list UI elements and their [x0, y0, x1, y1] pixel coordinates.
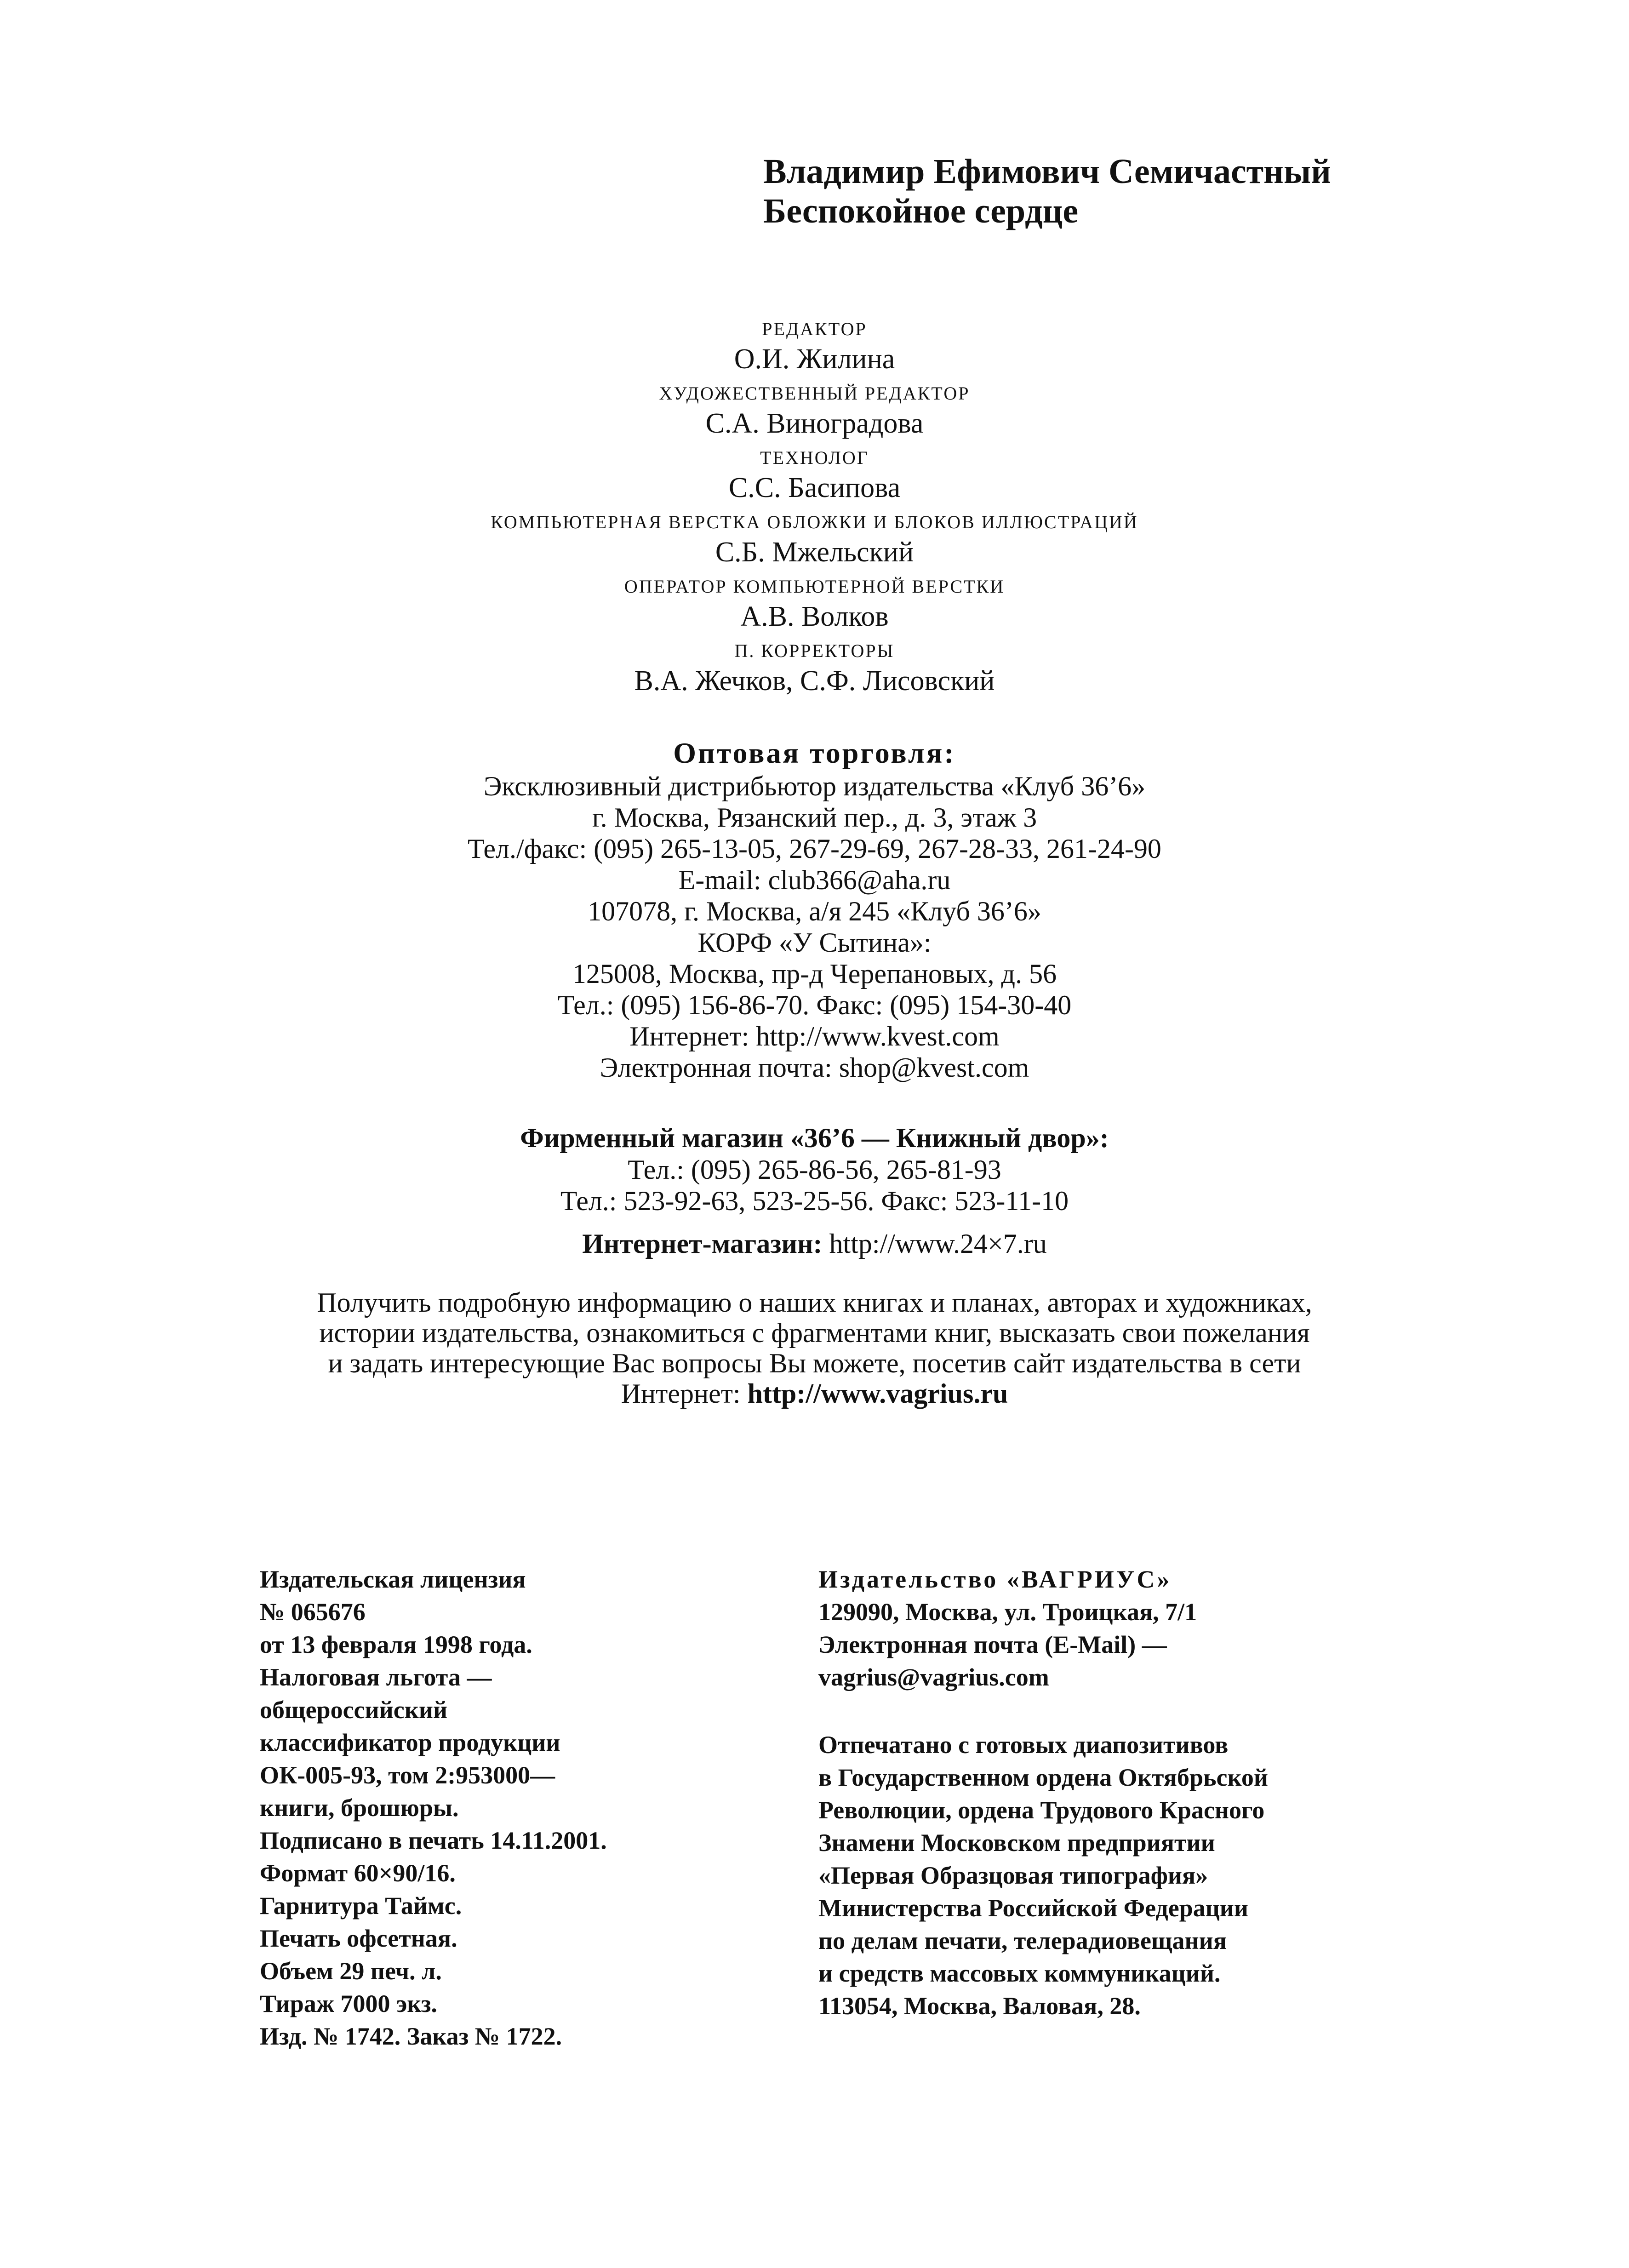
info-line: Получить подробную информацию о наших книгах и планах, авторах и художниках, — [317, 1287, 1312, 1318]
credits-block — [0, 313, 1629, 699]
info-line-last — [0, 1378, 1629, 1409]
wholesale-line: г. Москва, Рязанский пер., д. 3, этаж 3 — [592, 802, 1037, 833]
credit-name: С.Б. Мжельский — [715, 537, 914, 568]
wholesale-line: КОРФ «У Сытина»: — [697, 927, 932, 958]
publisher-address: 129090, Москва, ул. Троицкая, 7/1 — [818, 1598, 1197, 1626]
colophon-left — [260, 1563, 607, 2053]
store-heading: Фирменный магазин «36’6 — Книжный двор»: — [520, 1123, 1109, 1153]
credit-name: А.В. Волков — [740, 601, 889, 632]
wholesale-heading: Оптовая торговля: — [673, 737, 956, 769]
printer-line: по делам печати, телерадиовещания — [818, 1927, 1227, 1954]
wholesale-block — [0, 736, 1629, 1083]
credit-role: ТЕХНОЛОГ — [760, 447, 869, 468]
spacer — [818, 1694, 1268, 1729]
store-block — [0, 1122, 1629, 1217]
colophon-line: Объем 29 печ. л. — [260, 1957, 442, 1985]
colophon-line: Подписано в печать 14.11.2001. — [260, 1827, 607, 1854]
site-url: http://www.vagrius.ru — [747, 1378, 1008, 1409]
publisher-email: vagrius@vagrius.com — [818, 1663, 1049, 1691]
wholesale-line: Электронная почта: shop@kvest.com — [600, 1052, 1029, 1083]
online-store-line — [0, 1228, 1629, 1260]
colophon-line: Издательская лицензия — [260, 1565, 526, 1593]
credit-role: ОПЕРАТОР КОМПЬЮТЕРНОЙ ВЕРСТКИ — [624, 576, 1005, 597]
colophon-line: Изд. № 1742. Заказ № 1722. — [260, 2022, 562, 2050]
credit-role: КОМПЬЮТЕРНАЯ ВЕРСТКА ОБЛОЖКИ И БЛОКОВ ИЛЛЮСТРАЦИЙ — [491, 512, 1138, 532]
wholesale-line: Интернет: http://www.kvest.com — [629, 1021, 1000, 1051]
wholesale-line: 125008, Москва, пр-д Черепановых, д. 56 — [572, 959, 1057, 989]
colophon-line: Тираж 7000 экз. — [260, 1990, 437, 2017]
info-line: истории издательства, ознакомиться с фрагментами книг, высказать свои пожелания — [319, 1318, 1310, 1348]
printer-line: в Государственном ордена Октябрьской — [818, 1764, 1269, 1791]
info-prefix: Интернет: — [621, 1378, 748, 1409]
printer-line: и средств массовых коммуникаций. — [818, 1960, 1221, 1987]
colophon-line: Гарнитура Таймс. — [260, 1892, 462, 1920]
colophon-line: Формат 60×90/16. — [260, 1859, 456, 1887]
book-title: Беспокойное сердце — [763, 192, 1079, 230]
credit-role: РЕДАКТОР — [762, 319, 867, 339]
book-header — [763, 152, 1331, 231]
store-line: Тел.: 523-92-63, 523-25-56. Факс: 523-11-10 — [560, 1186, 1069, 1216]
printer-line: «Первая Образцовая типография» — [818, 1862, 1208, 1889]
credit-name: С.С. Басипова — [728, 472, 901, 503]
publisher-name: Издательство «ВАГРИУС» — [818, 1565, 1172, 1593]
printer-line: Знамени Московском предприятии — [818, 1829, 1215, 1857]
wholesale-line: E-mail: club366@aha.ru — [678, 865, 951, 895]
printer-line: 113054, Москва, Валовая, 28. — [818, 1992, 1141, 2020]
online-store-label: Интернет-магазин: — [582, 1228, 823, 1259]
colophon-line: классификатор продукции — [260, 1729, 560, 1756]
credit-name: С.А. Виноградова — [705, 408, 924, 439]
info-paragraph — [0, 1287, 1629, 1409]
printer-line: Отпечатано с готовых диапозитивов — [818, 1731, 1229, 1759]
publisher-address: Электронная почта (E-Mail) — — [818, 1631, 1167, 1658]
printer-block — [818, 1729, 1268, 2022]
colophon-line: книги, брошюры. — [260, 1794, 459, 1822]
book-author: Владимир Ефимович Семичастный — [763, 152, 1331, 191]
wholesale-line: Тел./факс: (095) 265-13-05, 267-29-69, 267-28-33, 261-24-90 — [468, 834, 1161, 864]
credit-role: ХУДОЖЕСТВЕННЫЙ РЕДАКТОР — [659, 383, 970, 404]
colophon-line: общероссийский — [260, 1696, 448, 1724]
store-line: Тел.: (095) 265-86-56, 265-81-93 — [628, 1154, 1001, 1185]
colophon-line: от 13 февраля 1998 года. — [260, 1631, 532, 1658]
wholesale-line: Тел.: (095) 156-86-70. Факс: (095) 154-30-40 — [557, 990, 1072, 1020]
colophon-line: Налоговая льгота — — [260, 1663, 492, 1691]
credit-name: О.И. Жилина — [734, 343, 895, 375]
colophon-line: Печать офсетная. — [260, 1925, 457, 1952]
wholesale-line: Эксклюзивный дистрибьютор издательства «Клуб 36’6» — [483, 771, 1146, 801]
colophon-line: № 065676 — [260, 1598, 366, 1626]
printer-line: Революции, ордена Трудового Красного — [818, 1796, 1265, 1824]
wholesale-line: 107078, г. Москва, а/я 245 «Клуб 36’6» — [588, 896, 1041, 926]
colophon-line: ОК-005-93, том 2:953000— — [260, 1761, 555, 1789]
online-store-url: http://www.24×7.ru — [829, 1228, 1047, 1259]
info-line: и задать интересующие Вас вопросы Вы можете, посетив сайт издательства в сети — [328, 1348, 1301, 1378]
credit-role: П. КОРРЕКТОРЫ — [734, 640, 895, 661]
colophon-right — [818, 1563, 1268, 2022]
printer-line: Министерства Российской Федерации — [818, 1894, 1249, 1922]
credit-name: В.А. Жечков, С.Ф. Лисовский — [634, 665, 995, 697]
